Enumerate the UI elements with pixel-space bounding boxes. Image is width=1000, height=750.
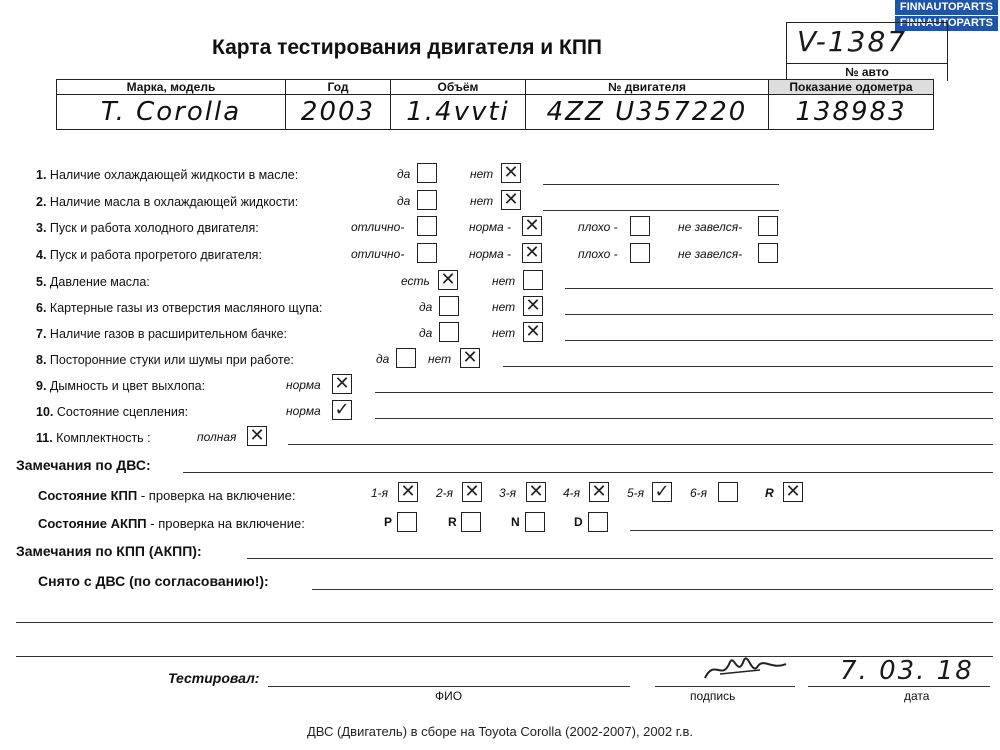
auto-number-value: V-1387 — [797, 25, 908, 58]
opt-label: норма — [286, 404, 321, 418]
notes-line — [503, 366, 993, 367]
checkbox-4-no-start[interactable] — [758, 243, 778, 263]
item-3: 3. Пуск и работа холодного двигателя: — [36, 221, 259, 235]
signature-label: подпись — [690, 689, 736, 703]
gear-label: 1-я — [371, 486, 389, 500]
opt-label: нет — [470, 194, 494, 208]
checkbox-akpp-r[interactable] — [461, 512, 481, 532]
val-engine-no: 4ZZ U357220 — [526, 95, 769, 130]
item-5: 5. Давление масла: — [36, 275, 150, 289]
checkbox-gear-5[interactable]: ✓ — [652, 482, 672, 502]
notes-line — [375, 418, 993, 419]
opt-label: нет — [470, 167, 494, 181]
signature-line[interactable] — [655, 686, 795, 687]
remarks-engine-line[interactable] — [183, 472, 993, 473]
header-table — [56, 79, 934, 130]
checkbox-akpp-n[interactable] — [525, 512, 545, 532]
item-9: 9. Дымность и цвет выхлопа: — [36, 379, 206, 393]
col-engine-no: № двигателя — [526, 80, 769, 95]
opt-label: нет — [492, 300, 516, 314]
opt-label: нет — [492, 274, 516, 288]
checkbox-gear-2[interactable]: ✕ — [462, 482, 482, 502]
checkbox-gear-r[interactable]: ✕ — [783, 482, 803, 502]
blank-line[interactable] — [16, 622, 993, 623]
val-model: T. Corolla — [57, 95, 286, 130]
col-odometer: Показание одометра — [769, 80, 934, 95]
gear-label: 3-я — [499, 486, 517, 500]
tested-label: Тестировал: — [168, 670, 260, 686]
checkbox-4-normal[interactable]: ✕ — [522, 243, 542, 263]
notes-line — [630, 530, 993, 531]
remarks-kpp-label: Замечания по КПП (АКПП): — [16, 543, 202, 559]
opt-label: нет — [428, 352, 452, 366]
item-1: 1. Наличие охлаждающей жидкости в масле: — [36, 168, 299, 182]
checkbox-2-no[interactable]: ✕ — [501, 190, 521, 210]
akpp-pos-label: R — [448, 515, 457, 529]
opt-label: плохо - — [578, 220, 618, 234]
opt-label: да — [419, 326, 433, 340]
opt-label: не завелся- — [678, 247, 743, 261]
opt-label: да — [397, 167, 411, 181]
checkbox-1-no[interactable]: ✕ — [501, 163, 521, 183]
checkbox-10-normal[interactable]: ✓ — [332, 400, 352, 420]
opt-label: норма - — [469, 220, 512, 234]
checkbox-3-normal[interactable]: ✕ — [522, 216, 542, 236]
page-title: Карта тестирования двигателя и КПП — [212, 36, 603, 59]
opt-label: есть — [401, 274, 430, 288]
date-label: дата — [904, 689, 930, 703]
item-11: 11. Комплектность : — [36, 431, 151, 445]
auto-number-box — [786, 22, 948, 81]
checkbox-5-no[interactable] — [523, 270, 543, 290]
checkbox-3-excellent[interactable] — [417, 216, 437, 236]
checkbox-11-full[interactable]: ✕ — [247, 426, 267, 446]
opt-label: да — [397, 194, 411, 208]
brand-badge-2: FINNAUTOPARTS — [895, 16, 998, 31]
checkbox-gear-3[interactable]: ✕ — [526, 482, 546, 502]
date-line[interactable] — [808, 686, 990, 687]
checkbox-9-normal[interactable]: ✕ — [332, 374, 352, 394]
item-8: 8. Посторонние стуки или шумы при работе: — [36, 353, 294, 367]
notes-line — [375, 392, 993, 393]
col-model: Марка, модель — [57, 80, 286, 95]
notes-line — [565, 288, 993, 289]
opt-label: отлично- — [351, 220, 405, 234]
akpp-pos-label: P — [384, 515, 393, 529]
opt-label: нет — [492, 326, 516, 340]
item-10: 10. Состояние сцепления: — [36, 405, 189, 419]
checkbox-3-no-start[interactable] — [758, 216, 778, 236]
checkbox-2-yes[interactable] — [417, 190, 437, 210]
gear-label: R — [765, 486, 774, 500]
opt-label: полная — [197, 430, 237, 444]
col-volume: Объём — [391, 80, 526, 95]
checkbox-gear-6[interactable] — [718, 482, 738, 502]
notes-line — [565, 314, 993, 315]
checkbox-3-bad[interactable] — [630, 216, 650, 236]
val-year: 2003 — [286, 95, 391, 130]
brand-badge-1: FINNAUTOPARTS — [895, 0, 998, 15]
akpp-label: Состояние АКПП - проверка на включение: — [38, 516, 305, 531]
item-4: 4. Пуск и работа прогретого двигателя: — [36, 248, 262, 262]
gear-label: 5-я — [627, 486, 645, 500]
checkbox-1-yes[interactable] — [417, 163, 437, 183]
opt-label: не завелся- — [678, 220, 743, 234]
caption: ДВС (Двигатель) в сборе на Toyota Corolla (2002-2007), 2002 г.в. — [306, 724, 693, 739]
checkbox-5-yes[interactable]: ✕ — [438, 270, 458, 290]
checkbox-6-no[interactable]: ✕ — [523, 296, 543, 316]
checkbox-akpp-d[interactable] — [588, 512, 608, 532]
checkbox-4-excellent[interactable] — [417, 243, 437, 263]
val-odometer: 138983 — [769, 95, 934, 130]
opt-label: плохо - — [578, 247, 618, 261]
checkbox-8-yes[interactable] — [396, 348, 416, 368]
notes-line — [288, 444, 993, 445]
val-volume: 1.4vvti — [391, 95, 526, 130]
gear-label: 4-я — [563, 486, 581, 500]
remarks-engine-label: Замечания по ДВС: — [16, 457, 151, 473]
checkbox-7-no[interactable]: ✕ — [523, 322, 543, 342]
checkbox-akpp-p[interactable] — [397, 512, 417, 532]
opt-label: норма — [286, 378, 321, 392]
opt-label: да — [376, 352, 390, 366]
akpp-pos-label: D — [574, 515, 583, 529]
opt-label: да — [419, 300, 433, 314]
checkbox-gear-1[interactable]: ✕ — [398, 482, 418, 502]
notes-line — [543, 184, 779, 185]
opt-label: норма - — [469, 247, 512, 261]
removed-line[interactable] — [312, 589, 993, 590]
kpp-label: Состояние КПП - проверка на включение: — [38, 488, 296, 503]
gear-label: 2-я — [436, 486, 454, 500]
checkbox-6-yes[interactable] — [439, 296, 459, 316]
signature — [700, 648, 800, 688]
opt-label: отлично- — [351, 247, 405, 261]
auto-number-label: № авто — [787, 63, 947, 81]
notes-line — [543, 210, 779, 211]
akpp-pos-label: N — [511, 515, 520, 529]
removed-label: Снято с ДВС (по согласованию!): — [38, 573, 269, 589]
notes-line — [565, 340, 993, 341]
checkbox-8-no[interactable]: ✕ — [460, 348, 480, 368]
checkbox-4-bad[interactable] — [630, 243, 650, 263]
checkbox-gear-4[interactable]: ✕ — [589, 482, 609, 502]
fio-label: ФИО — [435, 689, 463, 703]
item-6: 6. Картерные газы из отверстия масляного щупа: — [36, 301, 323, 315]
checkbox-7-yes[interactable] — [439, 322, 459, 342]
remarks-kpp-line[interactable] — [247, 558, 993, 559]
item-2: 2. Наличие масла в охлаждающей жидкости: — [36, 195, 299, 209]
fio-line[interactable] — [268, 686, 630, 687]
col-year: Год — [286, 80, 391, 95]
gear-label: 6-я — [690, 486, 708, 500]
item-7: 7. Наличие газов в расширительном бачке: — [36, 327, 288, 341]
date-value: 7. 03. 18 — [840, 656, 974, 686]
